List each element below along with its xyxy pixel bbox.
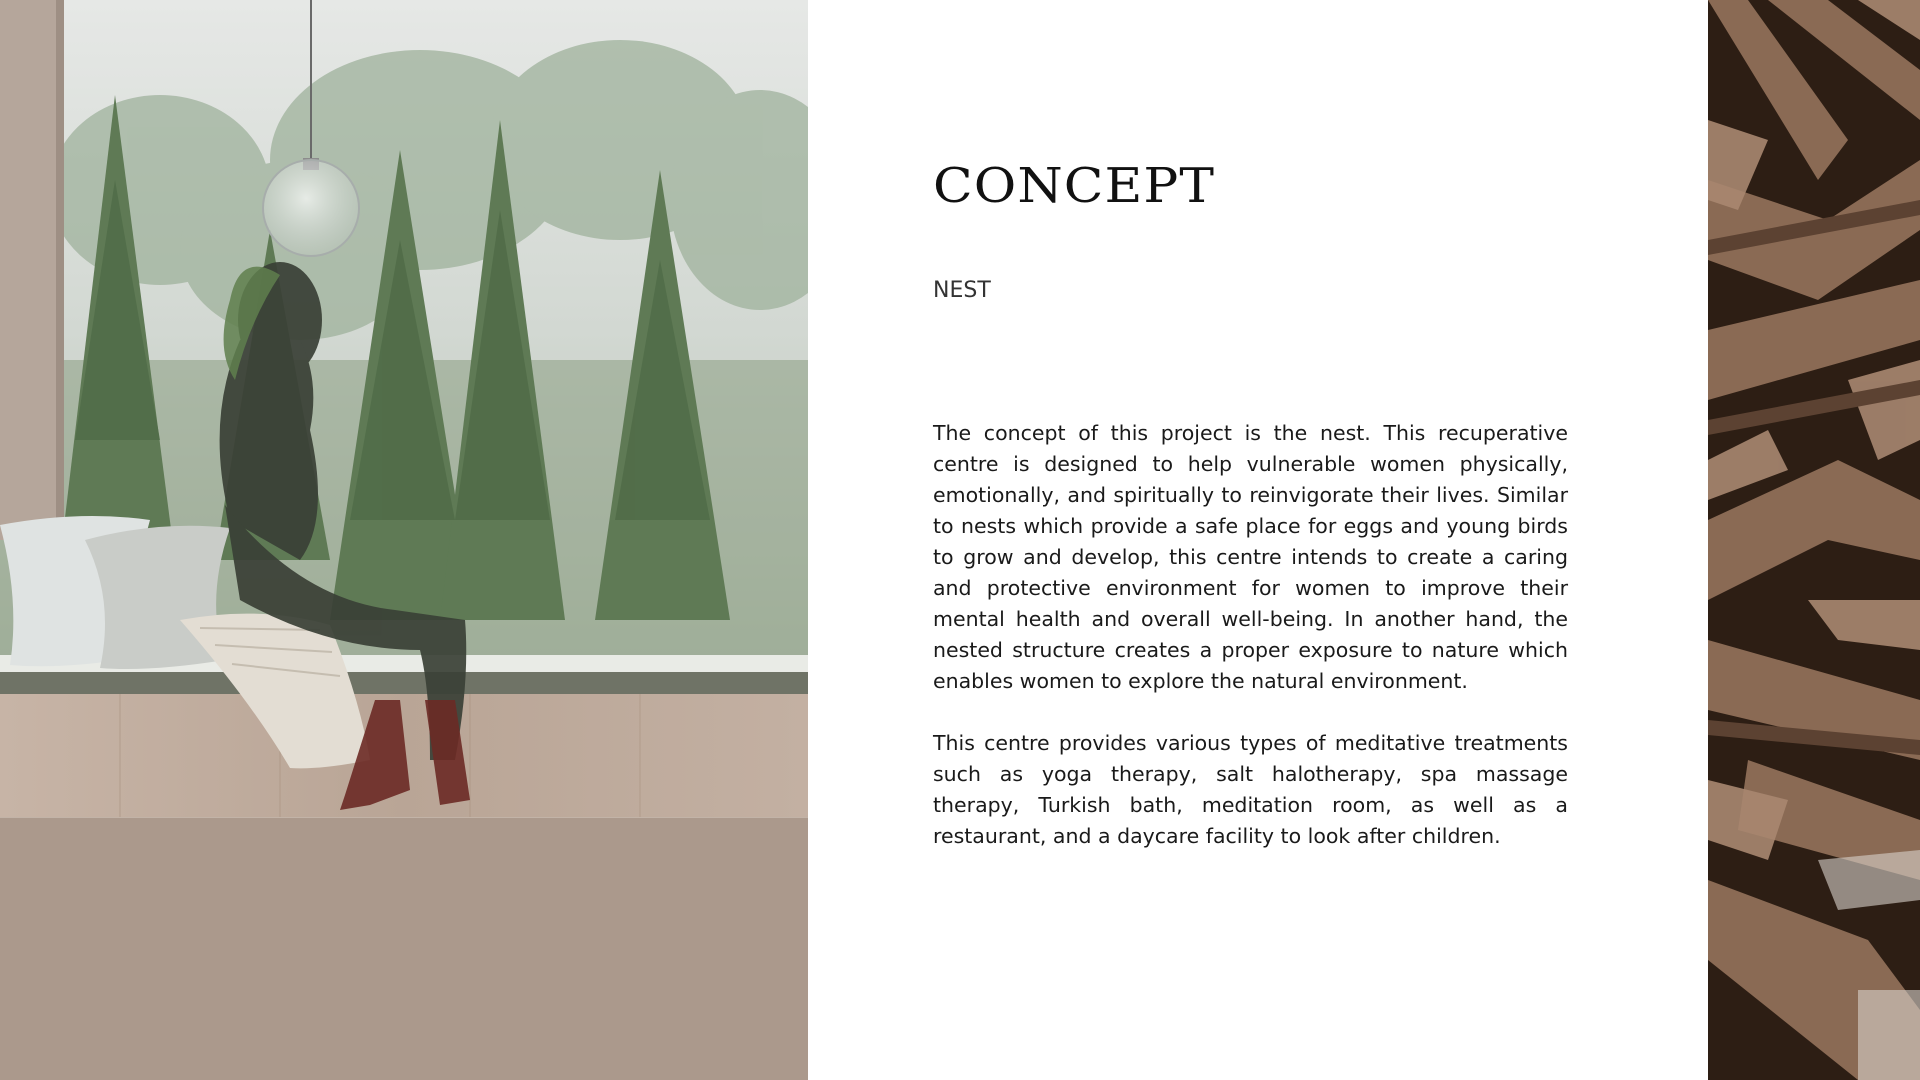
concept-description (933, 418, 1568, 883)
concept-text-panel (808, 0, 1708, 1080)
wood-structure-panel (1708, 0, 1920, 1080)
page-subtitle: NEST (933, 278, 991, 303)
collage-panel (0, 0, 808, 1080)
paragraph-2: This centre provides various types of meditative treatments such as yoga therapy, salt halotherapy, spa massage therapy, Turkish bath, meditation room, as well as a restaurant, and a daycare facility to look after children. (933, 731, 1568, 848)
page-title: CONCEPT (933, 158, 1216, 214)
interior-collage-image (0, 0, 808, 818)
wood-lattice-image (1708, 0, 1920, 1080)
paragraph-1: The concept of this project is the nest. This recuperative centre is designed to help vulnerable women physically, emotionally, and spiritually to reinvigorate their lives. Similar to nests which provide a safe place for eggs and young birds to grow and develop, this centre intends to create a caring and protective environment for women to improve their mental health and overall well-being. In another hand, the nested structure creates a proper exposure to nature which enables women to explore the natural environment. (933, 421, 1568, 693)
